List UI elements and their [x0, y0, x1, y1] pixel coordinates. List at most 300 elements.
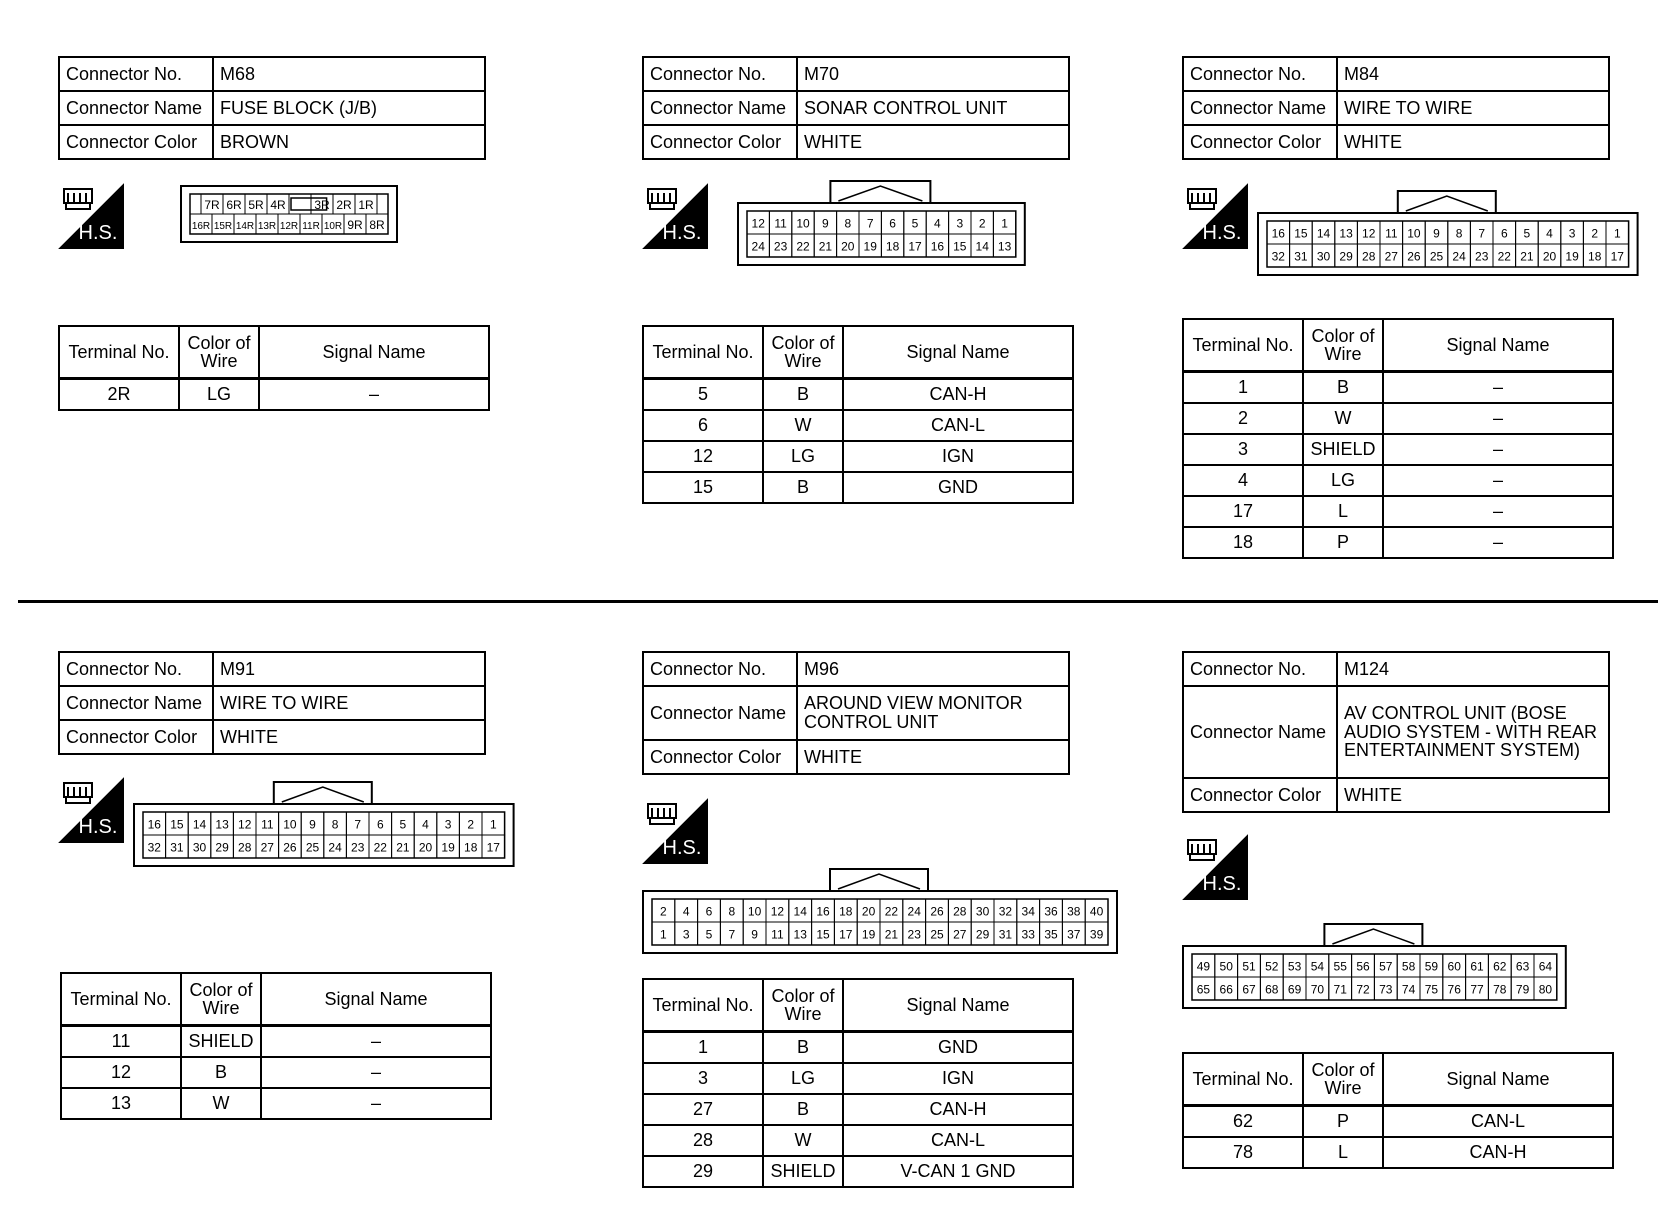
pin-number: 7 [1478, 226, 1486, 241]
signal-name: IGN [843, 441, 1073, 472]
wire-color: W [763, 410, 843, 441]
wire-color: SHIELD [1303, 434, 1383, 465]
pin-number: 4 [1546, 226, 1553, 241]
connector-no-row [643, 57, 1069, 91]
pin-number: 20 [1542, 249, 1557, 264]
pin-number: 31 [998, 927, 1013, 942]
signal-name: CAN-L [1383, 1106, 1613, 1138]
pin-number: 5R [248, 198, 264, 212]
pin-number: 6 [889, 216, 896, 231]
connector-name-value: WIRE TO WIRE [213, 686, 485, 720]
terminal-number: 15 [643, 472, 763, 503]
pin-number: 2 [467, 817, 475, 832]
pin-number: 4R [270, 198, 286, 212]
pin-number: 60 [1447, 959, 1461, 974]
terminal-row [643, 1063, 1073, 1094]
terminal-row [643, 1032, 1073, 1064]
connector-name-value: SONAR CONTROL UNIT [797, 91, 1069, 125]
pin-number: 52 [1265, 959, 1279, 974]
pin-number: 54 [1310, 959, 1325, 974]
pin-number: 5 [705, 927, 713, 942]
pin-number: 12R [279, 221, 299, 232]
pin-number: 11 [1385, 226, 1398, 241]
connector-name-value: AV CONTROL UNIT (BOSE AUDIO SYSTEM - WITH REAR ENTERTAINMENT SYSTEM) [1337, 686, 1609, 778]
connector-info-table-m84 [1182, 56, 1610, 160]
signal-name: CAN-L [843, 1125, 1073, 1156]
hs-harness-side-badge [642, 798, 708, 864]
pin-number: 23 [907, 927, 921, 942]
signal-name: – [261, 1088, 491, 1119]
pin-number: 20 [841, 239, 855, 254]
pin-number: 17 [908, 239, 922, 254]
pin-number: 1 [1613, 226, 1621, 241]
wire-color: B [181, 1057, 261, 1088]
signal-name-header: Signal Name [843, 326, 1073, 379]
terminal-number: 3 [643, 1063, 763, 1094]
pin-number: 64 [1538, 959, 1553, 974]
terminal-number: 18 [1183, 527, 1303, 558]
terminal-row [1183, 527, 1613, 558]
pin-number: 29 [1339, 249, 1353, 264]
connector-color-value: WHITE [1337, 778, 1609, 812]
connector-no-value: M91 [213, 652, 485, 686]
connector-no-value: M96 [797, 652, 1069, 686]
connector-color-value: WHITE [797, 740, 1069, 774]
signal-name: GND [843, 472, 1073, 503]
pin-number: 11 [774, 216, 787, 231]
wire-color: LG [763, 441, 843, 472]
terminal-row [1183, 372, 1613, 404]
terminal-number: 3 [1183, 434, 1303, 465]
pin-number: 21 [884, 927, 899, 942]
pin-number: 17 [486, 840, 500, 855]
terminal-row [1183, 1137, 1613, 1168]
pin-number: 77 [1470, 982, 1484, 997]
signal-name-header: Signal Name [1383, 319, 1613, 372]
pin-number: 23 [773, 239, 788, 254]
wire-color: SHIELD [763, 1156, 843, 1187]
connector-no-label: Connector No. [643, 57, 797, 91]
connector-name-row [59, 686, 485, 720]
terminal-row [1183, 1106, 1613, 1138]
wire-color: W [181, 1088, 261, 1119]
pin-number: 3 [956, 216, 964, 231]
pin-number: 22 [796, 239, 810, 254]
connector-no-row [59, 652, 485, 686]
connector-lock-tab [274, 782, 372, 805]
pin-number: 16 [147, 817, 161, 832]
pin-number: 5 [399, 817, 407, 832]
pin-number: 13R [257, 221, 277, 232]
pin-number: 2 [978, 216, 986, 231]
terminal-header-row [61, 973, 491, 1026]
signal-name-header: Signal Name [261, 973, 491, 1026]
terminal-table-m91 [60, 972, 492, 1120]
pin-number: 3 [1568, 226, 1576, 241]
color-of-wire-header: Color of Wire [763, 326, 843, 379]
connector-color-row [1183, 125, 1609, 159]
section-divider [18, 600, 1658, 603]
pin-number: 31 [1294, 249, 1308, 264]
connector-color-label: Connector Color [59, 720, 213, 754]
pin-number: 5 [911, 216, 919, 231]
pin-number: 56 [1356, 959, 1370, 974]
connector-name-label: Connector Name [1183, 91, 1337, 125]
terminal-row [643, 1156, 1073, 1187]
signal-name: – [1383, 403, 1613, 434]
terminal-table-m124 [1182, 1052, 1614, 1169]
pin-number: 68 [1265, 982, 1279, 997]
pin-number: 1R [358, 198, 374, 212]
terminal-row [643, 472, 1073, 503]
pin-number: 4 [422, 817, 429, 832]
pin-number: 31 [170, 840, 184, 855]
pin-number: 15 [1294, 226, 1308, 241]
connector-name-row [643, 686, 1069, 740]
connector-color-value: WHITE [213, 720, 485, 754]
pin-number: 49 [1196, 959, 1211, 974]
hs-label: H.S. [1202, 873, 1242, 895]
pin-number: 20 [861, 904, 876, 919]
terminal-table-m96 [642, 978, 1074, 1188]
signal-name: CAN-H [843, 379, 1073, 411]
pin-number: 9 [309, 817, 316, 832]
signal-name: CAN-L [843, 410, 1073, 441]
terminal-header-row [1183, 319, 1613, 372]
terminal-header-row [643, 326, 1073, 379]
terminal-number: 1 [1183, 372, 1303, 404]
terminal-no-header: Terminal No. [1183, 1053, 1303, 1106]
connector-face-m84 [1257, 190, 1639, 276]
terminal-row [643, 441, 1073, 472]
pin-number: 6 [705, 904, 713, 919]
terminal-row [61, 1088, 491, 1119]
connector-no-value: M84 [1337, 57, 1609, 91]
pin-number: 70 [1310, 982, 1325, 997]
connector-name-value: WIRE TO WIRE [1337, 91, 1609, 125]
terminal-no-header: Terminal No. [643, 979, 763, 1032]
wire-color: B [763, 472, 843, 503]
connector-name-row [643, 91, 1069, 125]
terminal-header-row [643, 979, 1073, 1032]
terminal-row [1183, 496, 1613, 527]
pin-number: 17 [839, 927, 853, 942]
wire-color: W [1303, 403, 1383, 434]
pin-number: 66 [1219, 982, 1233, 997]
terminal-no-header: Terminal No. [59, 326, 179, 379]
pin-number: 37 [1067, 927, 1081, 942]
hs-label: H.S. [1202, 222, 1242, 244]
signal-name: GND [843, 1032, 1073, 1064]
pin-number: 1 [660, 927, 667, 942]
pin-number: 71 [1333, 982, 1347, 997]
connector-color-label: Connector Color [643, 125, 797, 159]
connector-info-table-m68 [58, 56, 486, 160]
wire-color: P [1303, 1106, 1383, 1138]
pin-number: 10 [796, 216, 810, 231]
pin-number: 57 [1379, 959, 1393, 974]
signal-name: – [1383, 527, 1613, 558]
pin-number: 11 [261, 817, 274, 832]
connector-name-label: Connector Name [643, 686, 797, 740]
connector-face-m68 [180, 185, 398, 243]
pin-number: 22 [884, 904, 899, 919]
hs-label: H.S. [662, 222, 702, 244]
pin-number: 62 [1493, 959, 1507, 974]
color-of-wire-header: Color of Wire [181, 973, 261, 1026]
terminal-no-header: Terminal No. [1183, 319, 1303, 372]
pin-number: 12 [1362, 226, 1376, 241]
terminal-number: 11 [61, 1026, 181, 1058]
pin-number: 19 [441, 840, 455, 855]
terminal-row [59, 379, 489, 411]
pin-number: 72 [1356, 982, 1370, 997]
pin-number: 33 [1021, 927, 1035, 942]
pin-number: 55 [1333, 959, 1347, 974]
connector-info-table-m124 [1182, 651, 1610, 813]
pin-number: 30 [1316, 249, 1331, 264]
wire-color: B [1303, 372, 1383, 404]
connector-name-label: Connector Name [1183, 686, 1337, 778]
connector-color-row [1183, 778, 1609, 812]
signal-name: IGN [843, 1063, 1073, 1094]
wire-color: B [763, 1032, 843, 1064]
pin-number: 3R [314, 198, 330, 212]
pin-number: 14 [975, 239, 989, 254]
color-of-wire-header: Color of Wire [1303, 319, 1383, 372]
terminal-row [643, 410, 1073, 441]
connector-color-row [643, 125, 1069, 159]
pin-number: 27 [1384, 249, 1398, 264]
color-of-wire-header: Color of Wire [763, 979, 843, 1032]
signal-name: – [261, 1026, 491, 1058]
wire-color: LG [179, 379, 259, 411]
pin-number: 21 [818, 239, 833, 254]
terminal-row [1183, 403, 1613, 434]
connector-no-value: M124 [1337, 652, 1609, 686]
pin-number: 9 [822, 216, 829, 231]
signal-name: – [1383, 434, 1613, 465]
connector-color-label: Connector Color [643, 740, 797, 774]
pin-number: 9 [751, 927, 758, 942]
pin-number: 28 [1362, 249, 1376, 264]
connector-no-label: Connector No. [643, 652, 797, 686]
connector-name-label: Connector Name [59, 91, 213, 125]
pin-number: 10 [1407, 226, 1421, 241]
connector-color-label: Connector Color [59, 125, 213, 159]
pin-number: 18 [885, 239, 900, 254]
pin-number: 80 [1538, 982, 1553, 997]
pin-number: 16R [191, 221, 211, 232]
wire-color: W [763, 1125, 843, 1156]
pin-number: 14R [235, 221, 255, 232]
pin-number: 10 [747, 904, 762, 919]
connector-no-label: Connector No. [1183, 652, 1337, 686]
pin-number: 16 [930, 239, 945, 254]
pin-number: 67 [1242, 982, 1256, 997]
pin-number: 26 [930, 904, 944, 919]
signal-name: – [1383, 496, 1613, 527]
terminal-number: 4 [1183, 465, 1303, 496]
pin-number: 10 [283, 817, 297, 832]
pin-number: 79 [1515, 982, 1530, 997]
pin-number: 65 [1196, 982, 1211, 997]
wire-color: SHIELD [181, 1026, 261, 1058]
connector-lock-tab [830, 181, 930, 204]
terminal-row [61, 1026, 491, 1058]
connector-no-value: M70 [797, 57, 1069, 91]
pin-number: 74 [1401, 982, 1416, 997]
pin-number: 23 [1475, 249, 1489, 264]
pin-number: 78 [1493, 982, 1507, 997]
terminal-number: 2R [59, 379, 179, 411]
connector-no-row [1183, 57, 1609, 91]
pin-number: 12 [770, 904, 785, 919]
wire-color: LG [763, 1063, 843, 1094]
pin-number: 1 [1001, 216, 1008, 231]
pin-number: 11R [302, 221, 320, 232]
terminal-row [61, 1057, 491, 1088]
terminal-table-m68 [58, 325, 490, 411]
pin-number: 21 [1520, 249, 1534, 264]
pin-number: 11 [771, 927, 784, 942]
pin-number: 28 [953, 904, 967, 919]
pin-number: 59 [1424, 959, 1439, 974]
pin-number: 24 [328, 840, 342, 855]
terminal-number: 1 [643, 1032, 763, 1064]
terminal-number: 5 [643, 379, 763, 411]
terminal-number: 13 [61, 1088, 181, 1119]
pin-number: 7 [866, 216, 874, 231]
connector-color-value: WHITE [797, 125, 1069, 159]
pin-number: 14 [793, 904, 807, 919]
pin-number: 7 [728, 927, 736, 942]
pin-number: 40 [1089, 904, 1104, 919]
signal-name-header: Signal Name [259, 326, 489, 379]
connector-name-row [1183, 91, 1609, 125]
pin-number: 1 [489, 817, 497, 832]
pin-number: 63 [1515, 959, 1530, 974]
terminal-row [1183, 434, 1613, 465]
pin-number: 12 [238, 817, 252, 832]
connector-info-table-m91 [58, 651, 486, 755]
pin-number: 19 [863, 239, 877, 254]
pin-number: 35 [1044, 927, 1058, 942]
pin-number: 7 [354, 817, 362, 832]
pin-number: 18 [839, 904, 853, 919]
terminal-number: 78 [1183, 1137, 1303, 1168]
pin-number: 21 [396, 840, 410, 855]
connector-color-value: WHITE [1337, 125, 1609, 159]
connector-info-table-m70 [642, 56, 1070, 160]
pin-number: 15 [170, 817, 184, 832]
terminal-row [643, 379, 1073, 411]
connector-lock-tab [1398, 191, 1496, 214]
pin-number: 18 [1588, 249, 1602, 264]
pin-number: 26 [283, 840, 297, 855]
pin-number: 8R [369, 218, 385, 232]
pin-number: 28 [238, 840, 252, 855]
terminal-number: 12 [643, 441, 763, 472]
terminal-number: 62 [1183, 1106, 1303, 1138]
pin-number: 30 [975, 904, 990, 919]
pin-number: 69 [1287, 982, 1302, 997]
pin-number: 38 [1067, 904, 1081, 919]
pin-number: 16 [1271, 226, 1285, 241]
pin-number: 73 [1379, 982, 1393, 997]
pin-number: 13 [997, 239, 1012, 254]
connector-no-label: Connector No. [59, 652, 213, 686]
wire-color: L [1303, 496, 1383, 527]
pin-number: 76 [1447, 982, 1461, 997]
pin-number: 16 [816, 904, 830, 919]
connector-no-row [643, 652, 1069, 686]
hs-label: H.S. [78, 222, 118, 244]
pin-number: 22 [1497, 249, 1511, 264]
pin-number: 26 [1407, 249, 1421, 264]
pin-number: 53 [1287, 959, 1302, 974]
pin-number: 25 [930, 927, 944, 942]
hs-harness-side-badge [58, 183, 124, 249]
terminal-table-m84 [1182, 318, 1614, 559]
terminal-row [643, 1125, 1073, 1156]
pin-number: 13 [215, 817, 229, 832]
terminal-header-row [1183, 1053, 1613, 1106]
pin-number: 13 [1339, 226, 1353, 241]
pin-number: 9R [347, 218, 363, 232]
hs-label: H.S. [78, 816, 118, 838]
terminal-number: 6 [643, 410, 763, 441]
signal-name-header: Signal Name [1383, 1053, 1613, 1106]
pin-number: 24 [751, 239, 765, 254]
connector-color-label: Connector Color [1183, 778, 1337, 812]
terminal-row [643, 1094, 1073, 1125]
pin-number: 18 [464, 840, 478, 855]
pin-number: 3 [444, 817, 452, 832]
pin-number: 32 [147, 840, 161, 855]
terminal-number: 2 [1183, 403, 1303, 434]
connector-no-label: Connector No. [1183, 57, 1337, 91]
pin-number: 2 [660, 904, 667, 919]
terminal-number: 17 [1183, 496, 1303, 527]
signal-name: – [1383, 465, 1613, 496]
pin-number: 27 [953, 927, 967, 942]
pin-number: 29 [975, 927, 990, 942]
connector-face-m91 [133, 781, 515, 867]
pin-number: 24 [1452, 249, 1466, 264]
terminal-row [1183, 465, 1613, 496]
connector-color-row [59, 125, 485, 159]
pin-number: 10R [323, 221, 343, 232]
pin-number: 51 [1242, 959, 1256, 974]
terminal-number: 29 [643, 1156, 763, 1187]
pin-number: 8 [331, 817, 339, 832]
connector-color-label: Connector Color [1183, 125, 1337, 159]
signal-name: – [259, 379, 489, 411]
hs-harness-side-badge [1182, 834, 1248, 900]
wire-color: L [1303, 1137, 1383, 1168]
pin-number: 58 [1401, 959, 1416, 974]
pin-number: 23 [351, 840, 365, 855]
pin-number: 32 [1271, 249, 1285, 264]
pin-number: 75 [1424, 982, 1439, 997]
pin-number: 2R [336, 198, 352, 212]
pin-number: 2 [1591, 226, 1599, 241]
connector-no-value: M68 [213, 57, 485, 91]
pin-number: 8 [1455, 226, 1463, 241]
connector-color-row [59, 720, 485, 754]
signal-name: CAN-H [843, 1094, 1073, 1125]
